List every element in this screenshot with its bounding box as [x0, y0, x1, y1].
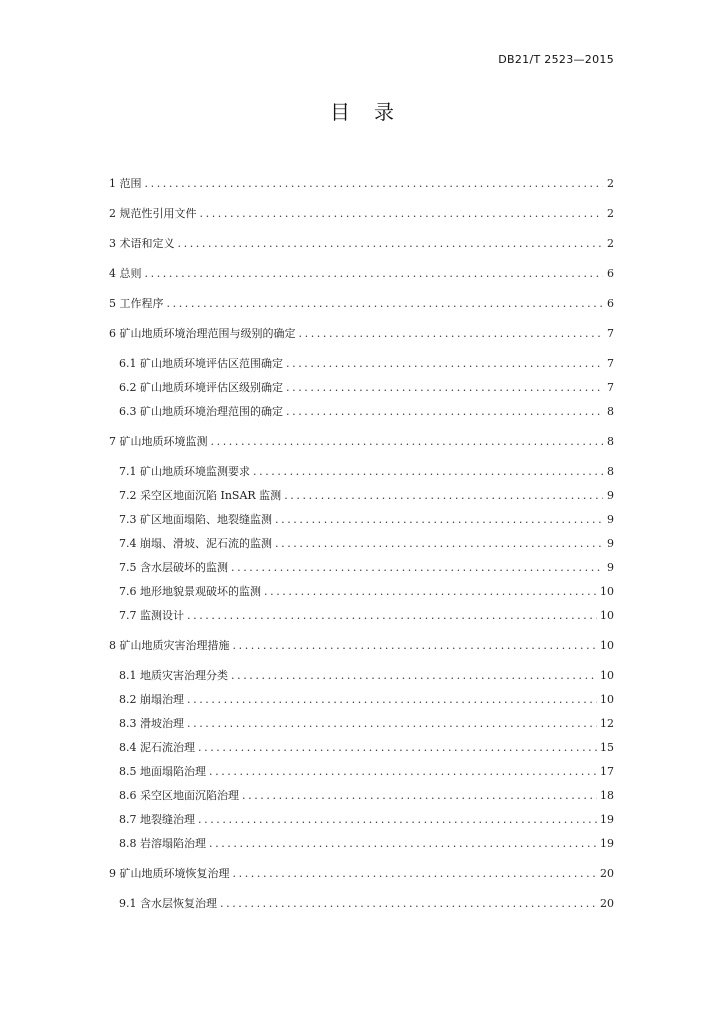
toc-entry[interactable]: [109, 580, 614, 604]
toc-entry-label: 6.1 矿山地质环境评估区范围确定: [119, 357, 283, 370]
toc-dot-leader: [211, 430, 604, 454]
document-code: DB21/T 2523—2015: [498, 53, 614, 66]
toc-dot-leader: [198, 808, 597, 832]
toc-dot-leader: [275, 532, 603, 556]
toc-entry-page: 19: [600, 813, 614, 826]
toc-entry-page: 10: [600, 585, 614, 598]
toc-entry-label: 8.6 采空区地面沉陷治理: [119, 789, 239, 802]
toc-dot-leader: [286, 400, 603, 424]
toc-entry[interactable]: [109, 808, 614, 832]
toc-entry-label: 8.7 地裂缝治理: [119, 813, 195, 826]
toc-entry-label: 6.2 矿山地质环境评估区级别确定: [119, 381, 283, 394]
toc-entry-page: 19: [600, 837, 614, 850]
toc-entry-label: 7.3 矿区地面塌陷、地裂缝监测: [119, 513, 272, 526]
toc-entry-page: 6: [607, 267, 614, 280]
toc-entry-page: 10: [600, 639, 614, 652]
toc-dot-leader: [187, 712, 597, 736]
toc-entry[interactable]: [109, 556, 614, 580]
toc-entry-label: 5 工作程序: [109, 297, 164, 310]
toc-dot-leader: [231, 556, 603, 580]
toc-entry-label: 4 总则: [109, 267, 142, 280]
toc-entry-page: 8: [607, 405, 614, 418]
toc-dot-leader: [275, 508, 603, 532]
toc-entry-page: 10: [600, 693, 614, 706]
toc-entry-page: 12: [600, 717, 614, 730]
toc-dot-leader: [231, 664, 597, 688]
toc-entry[interactable]: [109, 322, 614, 346]
toc-entry[interactable]: [109, 712, 614, 736]
toc-entry-label: 8.5 地面塌陷治理: [119, 765, 206, 778]
toc-entry-label: 9 矿山地质环境恢复治理: [109, 867, 230, 880]
toc-entry-label: 7.6 地形地貌景观破坏的监测: [119, 585, 261, 598]
toc-entry-label: 8.4 泥石流治理: [119, 741, 195, 754]
toc-entry-label: 7.2 采空区地面沉陷 InSAR 监测: [119, 489, 282, 502]
toc-entry[interactable]: [109, 232, 614, 256]
toc-entry-label: 9.1 含水层恢复治理: [119, 897, 217, 910]
toc-dot-leader: [187, 688, 597, 712]
toc-entry-label: 7.4 崩塌、滑坡、泥石流的监测: [119, 537, 272, 550]
toc-entry-page: 2: [607, 177, 614, 190]
toc-entry-label: 8.8 岩溶塌陷治理: [119, 837, 206, 850]
toc-entry-page: 9: [607, 561, 614, 574]
toc-entry[interactable]: [109, 262, 614, 286]
toc-dot-leader: [145, 172, 604, 196]
toc-entry[interactable]: [109, 604, 614, 628]
table-of-contents: [109, 172, 614, 916]
toc-dot-leader: [220, 892, 597, 916]
toc-entry-label: 3 术语和定义: [109, 237, 175, 250]
toc-entry[interactable]: [109, 784, 614, 808]
toc-entry[interactable]: [109, 484, 614, 508]
toc-entry-page: 10: [600, 609, 614, 622]
toc-entry-label: 7 矿山地质环境监测: [109, 435, 208, 448]
toc-entry[interactable]: [109, 376, 614, 400]
toc-entry-label: 2 规范性引用文件: [109, 207, 197, 220]
toc-entry-page: 9: [607, 489, 614, 502]
toc-entry-page: 2: [607, 237, 614, 250]
toc-entry-page: 10: [600, 669, 614, 682]
toc-entry-page: 8: [607, 465, 614, 478]
toc-dot-leader: [209, 832, 597, 856]
toc-entry[interactable]: [109, 460, 614, 484]
toc-entry-page: 15: [600, 741, 614, 754]
toc-entry-label: 8.2 崩塌治理: [119, 693, 184, 706]
toc-entry-label: 8.3 滑坡治理: [119, 717, 184, 730]
toc-entry[interactable]: [109, 634, 614, 658]
toc-entry[interactable]: [109, 760, 614, 784]
toc-dot-leader: [200, 202, 604, 226]
toc-dot-leader: [286, 352, 603, 376]
toc-dot-leader: [145, 262, 604, 286]
toc-entry-label: 7.1 矿山地质环境监测要求: [119, 465, 250, 478]
toc-dot-leader: [284, 484, 603, 508]
toc-dot-leader: [209, 760, 597, 784]
page-title: 目录: [330, 100, 418, 124]
toc-entry-page: 20: [600, 897, 614, 910]
toc-entry-label: 1 范围: [109, 177, 142, 190]
toc-entry-label: 6.3 矿山地质环境治理范围的确定: [119, 405, 283, 418]
toc-dot-leader: [187, 604, 597, 628]
toc-entry[interactable]: [109, 892, 614, 916]
toc-entry[interactable]: [109, 430, 614, 454]
toc-entry[interactable]: [109, 172, 614, 196]
toc-entry[interactable]: [109, 508, 614, 532]
toc-entry-page: 6: [607, 297, 614, 310]
toc-entry-page: 9: [607, 537, 614, 550]
toc-entry-label: 7.7 监测设计: [119, 609, 184, 622]
toc-dot-leader: [286, 376, 603, 400]
toc-entry-label: 7.5 含水层破坏的监测: [119, 561, 228, 574]
toc-dot-leader: [299, 322, 604, 346]
toc-entry[interactable]: [109, 862, 614, 886]
toc-entry-page: 17: [600, 765, 614, 778]
toc-entry-page: 20: [600, 867, 614, 880]
toc-entry-page: 7: [607, 327, 614, 340]
toc-entry-page: 18: [600, 789, 614, 802]
toc-dot-leader: [264, 580, 597, 604]
toc-entry-page: 2: [607, 207, 614, 220]
toc-entry-page: 7: [607, 381, 614, 394]
toc-entry-label: 8 矿山地质灾害治理措施: [109, 639, 230, 652]
toc-entry[interactable]: [109, 352, 614, 376]
toc-dot-leader: [178, 232, 604, 256]
toc-entry[interactable]: [109, 736, 614, 760]
toc-entry-page: 7: [607, 357, 614, 370]
toc-entry[interactable]: [109, 532, 614, 556]
toc-dot-leader: [167, 292, 604, 316]
toc-entry[interactable]: [109, 400, 614, 424]
toc-entry[interactable]: [109, 688, 614, 712]
toc-dot-leader: [253, 460, 603, 484]
toc-entry[interactable]: [109, 202, 614, 226]
toc-entry[interactable]: [109, 292, 614, 316]
toc-entry-page: 9: [607, 513, 614, 526]
toc-entry-page: 8: [607, 435, 614, 448]
toc-entry-label: 6 矿山地质环境治理范围与级别的确定: [109, 327, 296, 340]
toc-entry-label: 8.1 地质灾害治理分类: [119, 669, 228, 682]
toc-dot-leader: [233, 634, 598, 658]
toc-dot-leader: [233, 862, 598, 886]
toc-entry[interactable]: [109, 664, 614, 688]
toc-dot-leader: [242, 784, 597, 808]
toc-entry[interactable]: [109, 832, 614, 856]
toc-dot-leader: [198, 736, 597, 760]
